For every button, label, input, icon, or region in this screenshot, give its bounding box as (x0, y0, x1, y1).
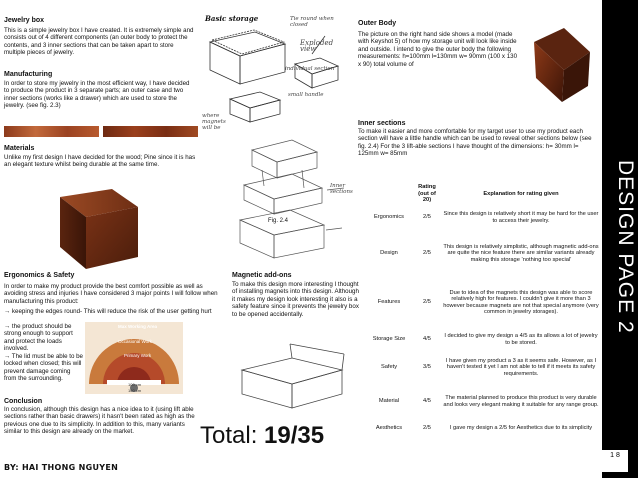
outer-body-model-render (530, 22, 594, 104)
materials-heading: Materials (4, 145, 35, 152)
score-cell: 4/5 (423, 398, 431, 405)
criterion-cell: Material (378, 398, 400, 405)
sketch-note-tie-round: Tie round when closed (290, 16, 334, 28)
sketch-note-small-handle: small handle (288, 92, 324, 98)
score-cell: 2/5 (423, 250, 431, 257)
magnetic-lid-sketch (232, 340, 357, 415)
basic-storage-label: Basic storage (205, 14, 259, 23)
table-row (365, 231, 601, 277)
explanation-cell: I gave my design a 2/5 for Aesthetics due to its simplicity (449, 425, 593, 432)
table-row (365, 385, 601, 419)
criterion-cell: Design (380, 250, 398, 257)
explanation-cell: Due to idea of the magnets this design was able to score relatively high for features. I couldn't give it more than 3 however because magnets are not that special anymore (very common in jewelry storages). (443, 289, 599, 316)
total-value: 19/35 (264, 422, 325, 449)
score-cell: 3/5 (423, 364, 431, 371)
figure-label: Fig. 2.4 (268, 218, 289, 224)
explanation-cell: I decided to give my design a 4/5 as its allows a lot of jewelry to be stored. (444, 333, 598, 346)
jewelry-box-text: This is a simple jewelry box I have created. It is extremely simple and consists out of 4 different components (an outer body to protect the contents, and 3 inner sections that can be taken apart to store multiple pieces of jewelry. (4, 27, 194, 57)
explanation-cell: The material planned to produce this product is very durable and looks very elegant making it suitable for any range group. (443, 395, 599, 408)
wooden-box-render (40, 183, 155, 273)
score-cell: 2/5 (423, 425, 431, 432)
author-credit: BY: HAI THONG NGUYEN (4, 463, 119, 472)
sketch-note-exploded-view: Exploded view (300, 39, 334, 53)
inner-sections-text: To make it easier and more comfortable for my target user to use my product each section will have a little handle which can be used to reveal other sections below (see fig. 2.4) For the 3 lift-able sections I have thought of the dimensions: h= 30mm l= 125mm w= 85mm (358, 128, 592, 158)
jewelry-box-heading: Jewelry box (4, 17, 45, 24)
diagram-dimension-2: 160 cm (128, 388, 142, 393)
table-row (365, 329, 601, 351)
criterion-cell: Features (377, 299, 401, 306)
ergonomics-point-rounded-edges: → keeping the edges round- This will reduce the risk of the user getting hurt (4, 308, 212, 315)
rating-header: Rating (out of 20) (418, 184, 436, 204)
page-title: DESIGN PAGE 2 (614, 160, 637, 334)
explanation-header: Explanation for rating given (483, 190, 559, 197)
table-row (365, 277, 601, 329)
ergonomics-point-strength: → the product should be strong enough to support and protect the loads involved. (4, 323, 73, 353)
total-label: Total: (200, 422, 258, 449)
materials-text: Unlike my first design I have decided for the wood; Pine since it is has an elegant texture whilst being durable at the same time. (4, 154, 196, 169)
ergonomics-point-lock: → The lid must be able to be locked when closed; this will prevent damage coming from the surrounding. (4, 353, 83, 383)
criterion-cell: Aesthetics (375, 425, 403, 432)
score-cell: 2/5 (423, 214, 431, 221)
diagram-dimension-1: 100 cm (128, 382, 142, 387)
outer-body-heading: Outer Body (358, 20, 397, 27)
rating-table (365, 183, 601, 439)
criterion-header (365, 183, 413, 205)
magnetic-addons-text: To make this design more interesting I thought of installing magnets into this design. Although it makes my design look interesting it also is a safety feature since it prevents the jewelry box to be opened accidentally. (232, 281, 359, 318)
criterion-cell: Ergonomics (373, 214, 405, 221)
explanation-cell: Since this design is relatively short it may be hard for the user to access their jewelry. (443, 211, 599, 224)
diagram-zone-primary: Primary Work (124, 353, 152, 358)
pine-wood-sample-dark (103, 126, 198, 137)
magnetic-addons-heading: Magnetic add-ons (232, 272, 292, 279)
rating-table-header (365, 183, 601, 205)
manufacturing-text: In order to store my jewelry in the most efficient way, I have decided to produce the product in 3 separate parts; an outer case and two inner sections (works like a drawer) which are used to store the jewelry. (see fig. 2.3) (4, 80, 190, 110)
table-row (365, 351, 601, 385)
diagram-zone-max: Max Working Area (118, 324, 158, 329)
sketch-note-individual-section: individual section (285, 66, 335, 72)
manufacturing-heading: Manufacturing (4, 71, 53, 78)
table-row (365, 205, 601, 231)
inner-sections-heading: Inner sections (358, 120, 406, 127)
inner-sections-sketch (222, 130, 358, 268)
total-score (200, 422, 324, 450)
conclusion-text: In conclusion, although this design has a nice idea to it (using lift able sections rather than basic drawers) it hasn't been rated as high as the previous one due to its simplicity. In addition to this, many variants similar to this design are already on the market. (4, 406, 195, 436)
explanation-cell: This design is relatively simplistic, although magnetic add-ons are quite the nice feature there are similar variants already making this storage ‘nothing too special’ (443, 243, 599, 264)
conclusion-heading: Conclusion (4, 398, 43, 405)
score-cell: 2/5 (423, 299, 431, 306)
criterion-cell: Safety (380, 364, 398, 371)
explanation-cell: I have given my product a 3 as it seems safe. However, as I haven't tested it yet I am not able to tell if it meets its safety requirements. (445, 357, 597, 378)
ergonomics-safety-heading: Ergonomics & Safety (4, 272, 75, 279)
score-cell: 4/5 (423, 336, 431, 343)
table-row (365, 419, 601, 439)
sketch-note-magnets: where magnets will be (202, 113, 226, 131)
page-number: 1 8 (602, 450, 628, 472)
sketch-note-inner-sections: Inner sections (330, 183, 353, 195)
outer-body-text: The picture on the right hand side shows a model (made with Keyshot 5) of how my storage unit will look like inside and outside. I intend to give the outer body the following measurements: h=100mm l=130mm w= 90mm (100 x 130 x 90) total volume of (358, 31, 518, 68)
diagram-zone-occasional: Occasional Work (118, 339, 152, 344)
criterion-cell: Storage Size (372, 336, 406, 343)
pine-wood-sample-light (4, 126, 99, 137)
ergonomics-intro-text: In order to make my product provide the best comfort possible as well as avoiding stress and injuries I have considered 3 major points I will follow when manufacturing this product: (4, 283, 218, 305)
